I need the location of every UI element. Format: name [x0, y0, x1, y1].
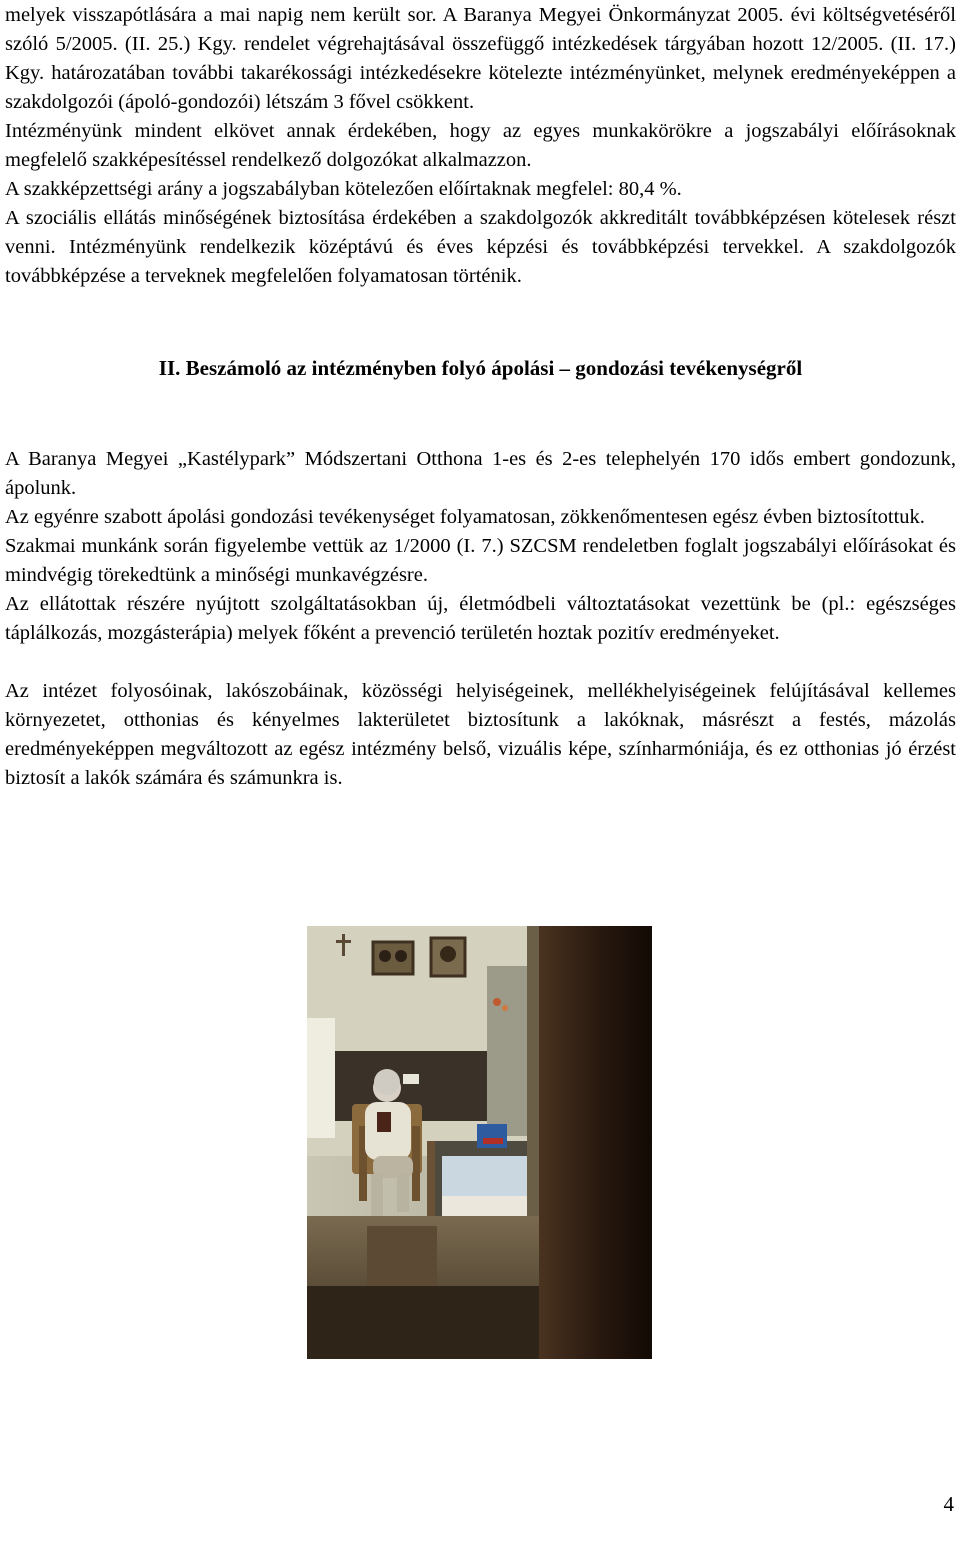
- paragraph-regulations: Szakmai munkánk során figyelembe vettük az 1/2000 (I. 7.) SZCSM rendeletben foglalt jogszabályi előírásokat és mindvégig törekedtünk a minőségi munkavégzésre.: [5, 535, 956, 586]
- paragraph-continuous-care: Az egyénre szabott ápolási gondozási tevékenységet folyamatosan, zökkenőmentesen egész évben biztosítottuk.: [5, 506, 925, 528]
- paragraph-qualification-ratio: A szakképzettségi arány a jogszabályban kötelezően előírtaknak megfelel: 80,4 %.: [5, 178, 682, 200]
- paragraph-training: A szociális ellátás minőségének biztosítása érdekében a szakdolgozók akkreditált továbbképzésen kötelesek részt venni. Intézményünk rendelkezik középtávú és éves képzési és továbbképzési tervekkel. A szakdolgozók továbbképzése a terveknek megfelelően folyamatosan történik.: [5, 207, 956, 287]
- section-heading: II. Beszámoló az intézményben folyó ápolási – gondozási tevékenységről: [158, 356, 803, 380]
- paragraph-residents: A Baranya Megyei „Kastélypark” Módszertani Otthona 1-es és 2-es telephelyén 170 idős embert gondozunk, ápolunk.: [5, 448, 956, 499]
- spacer: [5, 383, 956, 445]
- page-number: 4: [943, 1492, 954, 1516]
- paragraph-renovation: Az intézet folyosóinak, lakószobáinak, közösségi helyiségeinek, mellékhelyiségeinek felújításával kellemes környezetet, otthonias és kényelmes lakterületet biztosítunk a lakóknak, másrészt a festés, mázolás eredményeképpen megváltozott az egész intézmény belső, vizuális képe, színharmóniája, és ez otthonias jó érzést biztosít a lakók számára és számunkra is.: [5, 680, 956, 789]
- spacer: [5, 648, 956, 677]
- room-photo: [307, 926, 652, 1359]
- paragraph-lifestyle-changes: Az ellátottak részére nyújtott szolgáltatásokban új, életmódbeli változtatásokat vezettünk be (pl.: egészséges táplálkozás, mozgásterápia) melyek főként a prevenció területén hoztak pozitív eredményeket.: [5, 593, 956, 644]
- paragraph-staff-reduction: melyek visszapótlására a mai napig nem került sor. A Baranya Megyei Önkormányzat 2005. évi költségvetéséről szóló 5/2005. (II. 25.) Kgy. rendelet végrehajtásával összefüggő intézkedések tárgyában hozott 12/2005. (II. 17.) Kgy. határozatában további takarékossági intézkedésekre kötelezte intézményünket, melynek eredményeképpen a szakdolgozói (ápoló-gondozói) létszám 3 fővel csökkent.: [5, 4, 956, 113]
- document-page: [5, 1, 956, 793]
- paragraph-qualification-effort: Intézményünk mindent elkövet annak érdekében, hogy az egyes munkakörökre a jogszabályi előírásoknak megfelelő szakképesítéssel rendelkező dolgozókat alkalmazzon.: [5, 120, 956, 171]
